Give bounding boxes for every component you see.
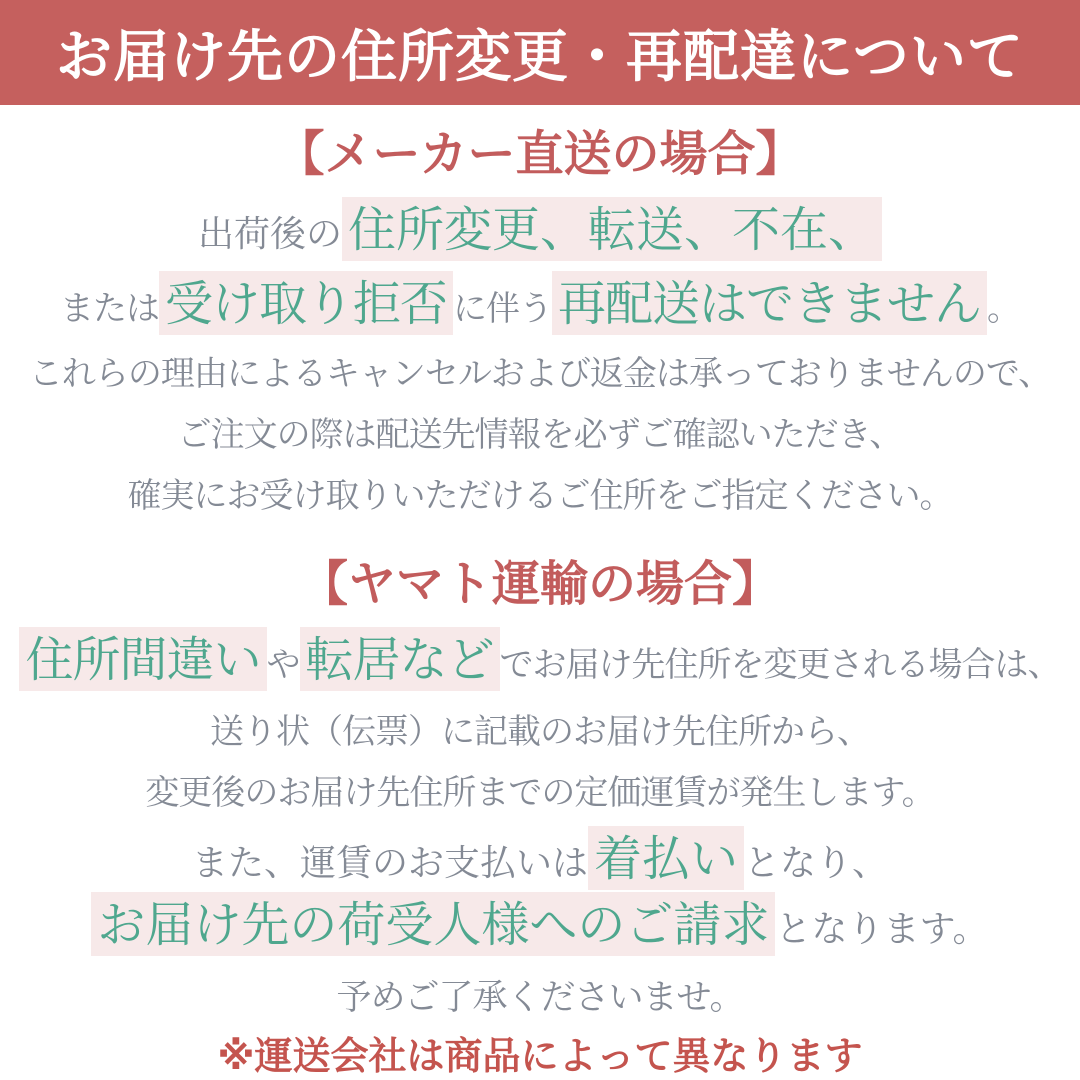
highlight-text: 住所変更、転送、不在、 bbox=[342, 197, 882, 261]
section-heading-maker-direct: 【メーカー直送の場合】 bbox=[276, 126, 804, 182]
body-line-check-address: ご注文の際は配送先情報を必ずご確認いただき、 bbox=[177, 414, 903, 455]
highlight-text: 転居など bbox=[300, 627, 500, 691]
body-line-understanding: 予めご了承くださいませ。 bbox=[336, 978, 744, 1019]
page-title: お届け先の住所変更・再配達について bbox=[56, 24, 1024, 90]
notice-line-address-change-cases bbox=[19, 630, 1060, 690]
highlight-text: 再配送はできません bbox=[552, 271, 987, 335]
plain-text: 。 bbox=[987, 289, 1021, 330]
plain-text: また、運賃のお支払いは bbox=[191, 843, 588, 885]
highlight-text: 着払い bbox=[588, 826, 744, 890]
footnote-carrier-note: ※運送会社は商品によって異なります bbox=[218, 1035, 863, 1080]
plain-text: に伴う bbox=[453, 289, 552, 330]
plain-text: となります。 bbox=[775, 909, 989, 951]
plain-text: や bbox=[266, 644, 300, 685]
highlight-text: お届け先の荷受人様へのご請求 bbox=[91, 892, 775, 956]
notice-line-billed-to-recipient bbox=[91, 895, 988, 955]
highlight-text: 住所間違い bbox=[19, 627, 266, 691]
notice-line-shipping-changes bbox=[198, 200, 882, 260]
highlight-text: 受け取り拒否 bbox=[159, 271, 453, 335]
plain-text: または bbox=[59, 289, 159, 330]
plain-text: となり、 bbox=[744, 843, 889, 885]
notice-line-cash-on-delivery bbox=[192, 829, 888, 889]
section-heading-yamato: 【ヤマト運輸の場合】 bbox=[299, 555, 780, 612]
body-line-no-cancel-refund: これらの理由によるキャンセルおよび返金は承っておりませんので、 bbox=[28, 354, 1052, 395]
plain-text: でお届け先住所を変更される場合は、 bbox=[499, 644, 1061, 685]
notice-line-redelivery-impossible bbox=[60, 274, 1020, 334]
header-band bbox=[0, 0, 1080, 105]
body-line-invoice-address: 送り状（伝票）に記載のお届け先住所から、 bbox=[210, 711, 870, 752]
body-line-fare-applies: 変更後のお届け先住所までの定価運賃が発生します。 bbox=[145, 772, 935, 813]
body-line-specify-address: 確実にお受け取りいただけるご住所をご指定ください。 bbox=[127, 475, 953, 516]
plain-text: 出荷後の bbox=[197, 214, 342, 256]
